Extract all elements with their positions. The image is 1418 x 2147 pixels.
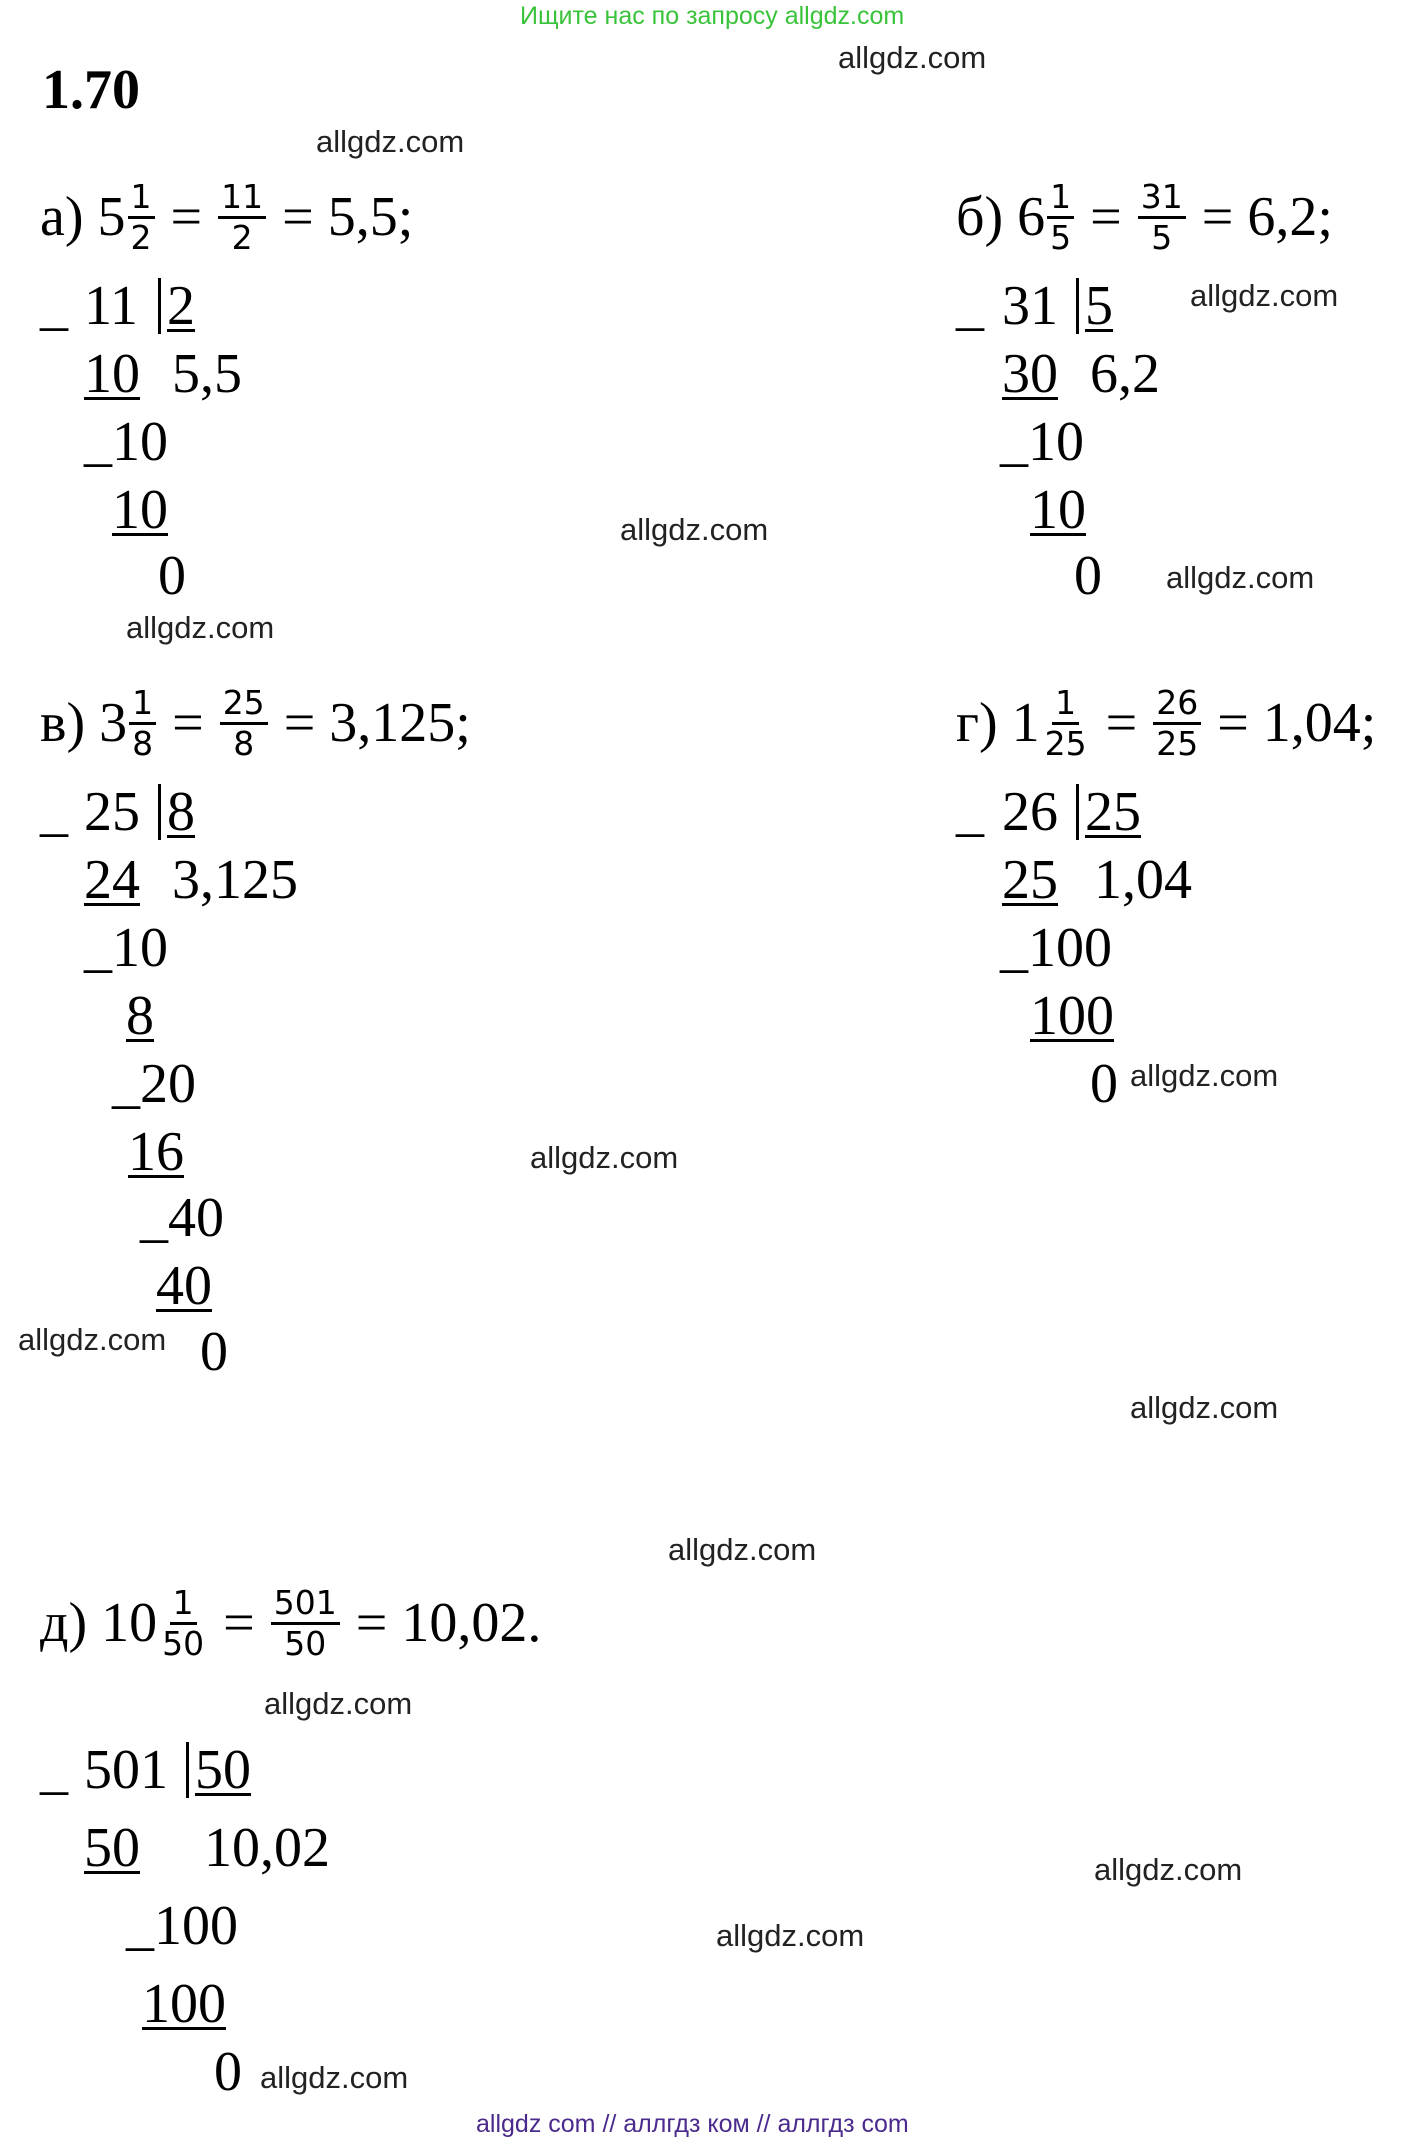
fraction [1047,178,1074,257]
quotient: 3,125 [172,849,298,911]
remainder: _10 [84,917,168,979]
denominator: 50 [162,1623,205,1663]
final-remainder: 0 [200,1321,228,1383]
quotient: 5,5 [172,343,242,405]
denominator: 5 [1050,217,1072,257]
quotient: 1,04 [1094,849,1192,911]
numerator: 11 [218,178,266,219]
watermark: allgdz.com [126,610,275,645]
fraction [220,684,268,763]
dividend: 11 [84,275,138,337]
fraction [159,1584,207,1663]
denominator: 5 [1151,217,1173,257]
remainder: _10 [84,411,168,473]
final-remainder: 0 [1090,1053,1118,1115]
subtrahend: 100 [142,1973,226,2035]
whole-part: 5 [97,186,126,249]
numerator: 25 [220,684,268,725]
subtrahend: 10 [1030,479,1086,541]
dividend: 25 [84,781,140,843]
equation-g: г) 1 $\frac{1}{25}$ = $\frac{26}{25}$ = 1,04; [956,683,1377,763]
subtrahend: 25 [1002,849,1058,911]
watermark: allgdz.com [1130,1390,1279,1425]
numerator: 1 [128,178,155,219]
watermark: allgdz.com [668,1532,817,1567]
final-remainder: 0 [158,545,186,607]
remainder: _10 [1000,411,1084,473]
minus-sign: _ [40,781,68,843]
subtrahend: 16 [128,1121,184,1183]
part-label: д) [40,1592,88,1655]
watermark: allgdz.com [1094,1852,1243,1887]
remainder: _100 [1000,917,1112,979]
remainder: _40 [140,1187,224,1249]
result: = 10,02. [355,1592,542,1655]
quotient: 10,02 [204,1817,330,1879]
remainder: _20 [112,1053,196,1115]
part-label: а) [40,186,84,249]
watermark: allgdz.com [1190,278,1339,313]
numerator: 1 [129,684,156,725]
fraction [271,1584,340,1663]
subtrahend: 24 [84,849,140,911]
dividend: 501 [84,1739,168,1801]
denominator: 2 [130,217,152,257]
divisor: 8 [158,784,195,840]
whole-part: 3 [99,692,128,755]
numerator: 1 [170,1584,197,1625]
denominator: 2 [231,217,253,257]
watermark: allgdz.com [1166,560,1315,595]
fraction [129,684,156,763]
fraction [1153,684,1201,763]
subtrahend: 30 [1002,343,1058,405]
minus-sign: _ [40,275,68,337]
watermark: allgdz.com [530,1140,679,1175]
watermark: allgdz.com [838,40,987,75]
subtrahend: 10 [112,479,168,541]
minus-sign: _ [956,275,984,337]
numerator: 31 [1138,178,1186,219]
top-banner: Ищите нас по запросу allgdz.com [520,2,905,30]
part-label: в) [40,692,86,755]
subtrahend: 40 [156,1255,212,1317]
footer-links: allgdz com // аллгдз ком // аллгдз com [476,2110,909,2138]
whole-part: 1 [1011,692,1040,755]
divisor: 50 [186,1742,251,1798]
watermark: allgdz.com [1130,1058,1279,1093]
fraction [128,178,155,257]
fraction [218,178,266,257]
divisor: 2 [158,278,195,334]
result: = 3,125; [283,692,471,755]
denominator: 25 [1156,723,1199,763]
subtrahend: 50 [84,1817,140,1879]
divisor: 25 [1076,784,1141,840]
subtrahend: 100 [1030,985,1114,1047]
numerator: 26 [1153,684,1201,725]
denominator: 25 [1044,723,1087,763]
problem-number: 1.70 [42,59,140,121]
watermark: allgdz.com [316,124,465,159]
denominator: 8 [233,723,255,763]
subtrahend: 8 [126,985,154,1047]
equation-b: б) 6 $\frac{1}{5}$ = $\frac{31}{5}$ = 6,2; [956,177,1333,257]
equation-v: в) 3 $\frac{1}{8}$ = $\frac{25}{8}$ = 3,125; [40,683,471,763]
part-label: г) [956,692,998,755]
equation-d: д) 10 $\frac{1}{50}$ = $\frac{501}{50}$ = 10,02. [40,1583,542,1663]
result: = 1,04; [1217,692,1377,755]
watermark: allgdz.com [620,512,769,547]
remainder: _100 [126,1895,238,1957]
watermark: allgdz.com [264,1686,413,1721]
numerator: 501 [271,1584,340,1625]
watermark: allgdz.com [18,1322,167,1357]
denominator: 50 [284,1623,327,1663]
part-label: б) [956,186,1004,249]
whole-part: 6 [1017,186,1046,249]
final-remainder: 0 [1074,545,1102,607]
result: = 5,5; [282,186,414,249]
result: = 6,2; [1201,186,1333,249]
minus-sign: _ [956,781,984,843]
quotient: 6,2 [1090,343,1160,405]
subtrahend: 10 [84,343,140,405]
fraction [1042,684,1090,763]
watermark: allgdz.com [716,1918,865,1953]
denominator: 8 [132,723,154,763]
final-remainder: 0 [214,2041,242,2103]
numerator: 1 [1052,684,1079,725]
divisor: 5 [1076,278,1113,334]
equation-a: а) 5 $\frac{1}{2}$ = $\frac{11}{2}$ = 5,5; [40,177,414,257]
fraction [1138,178,1186,257]
watermark: allgdz.com [260,2060,409,2095]
numerator: 1 [1047,178,1074,219]
minus-sign: _ [40,1739,68,1801]
dividend: 26 [1002,781,1058,843]
dividend: 31 [1002,275,1058,337]
whole-part: 10 [101,1592,158,1655]
